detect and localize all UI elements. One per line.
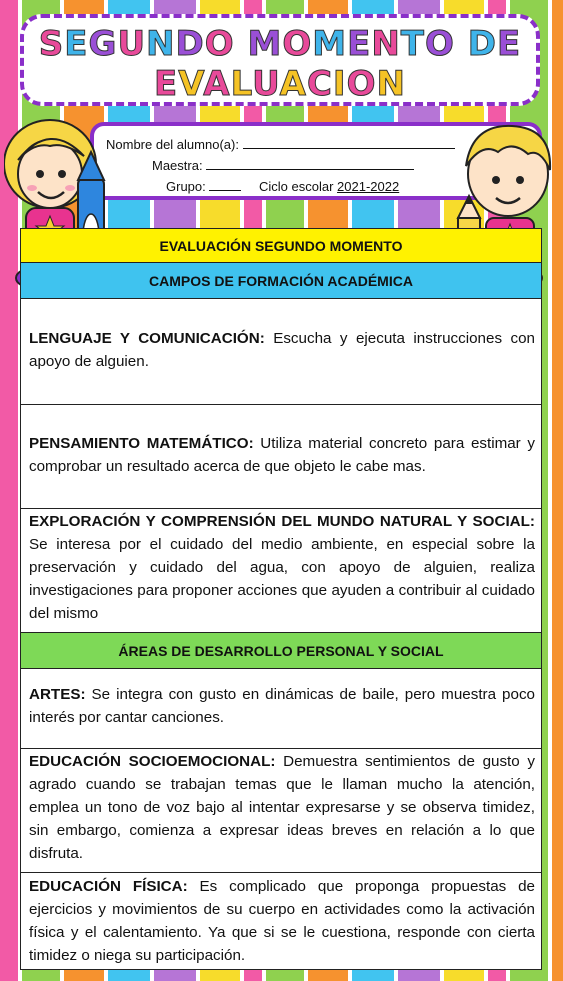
cycle-label: Ciclo escolar [259, 179, 334, 194]
row-exploracion [21, 509, 541, 633]
cycle-value: 2021-2022 [337, 179, 400, 194]
table-main-header: EVALUACIÓN SEGUNDO MOMENTO [21, 229, 541, 263]
group-field-line[interactable] [209, 178, 241, 191]
field-name: EDUCACIÓN SOCIOEMOCIONAL: [29, 753, 276, 770]
field-name: LENGUAJE Y COMUNICACIÓN: [29, 330, 265, 347]
row-lenguaje [21, 299, 541, 405]
evaluation-table [20, 228, 542, 970]
field-description: Se integra con gusto en dinámicas de baile, pero muestra poco interés por cantar canciones. [29, 686, 535, 726]
title-banner [20, 14, 540, 106]
name-label: Nombre del alumno(a): [106, 137, 239, 152]
group-row [166, 178, 399, 194]
title-line-1: SEGUNDO MOMENTO DE [38, 24, 522, 64]
field-name: PENSAMIENTO MATEMÁTICO: [29, 435, 254, 452]
row-pensamiento [21, 405, 541, 509]
field-description: Utiliza material concreto para estimar y comprobar un resultado acerca de que objeto le cabe mas. [29, 435, 535, 475]
row-educacion-fisica [21, 873, 541, 969]
field-name: EXPLORACIÓN Y COMPRENSIÓN DEL MUNDO NATURAL Y SOCIAL: [29, 513, 535, 530]
field-name: ARTES: [29, 686, 86, 703]
teacher-row [152, 157, 414, 173]
name-row [106, 136, 455, 152]
teacher-field-line[interactable] [206, 157, 414, 170]
field-description: Se interesa por el cuidado del medio ambiente, en especial sobre la preservación y cuidado del agua, con apoyo de alguien, realiza investigaciones para proponer acciones que ayuden a contribuir al cuidado del mismo [29, 536, 535, 622]
field-description: Escucha y ejecuta instrucciones con apoyo de alguien. [29, 330, 535, 370]
row-socioemocional [21, 749, 541, 873]
name-field-line[interactable] [243, 136, 455, 149]
field-name: EDUCACIÓN FÍSICA: [29, 878, 188, 895]
field-description: Demuestra sentimientos de gusto y agrado cuando se trabajan temas que le llaman mucho la atención, emplea un tono de voz bajo al intentar expresarse y se observa timidez, sin embargo, comienza a expresar ideas breves en relación a lo que disfruta. [29, 753, 535, 862]
group-label: Grupo: [166, 179, 206, 194]
section-header-academic: CAMPOS DE FORMACIÓN ACADÉMICA [21, 263, 541, 299]
section-header-personal: ÁREAS DE DESARROLLO PERSONAL Y SOCIAL [21, 633, 541, 669]
title-line-2: EVALUACION [154, 64, 406, 104]
row-artes [21, 669, 541, 749]
teacher-label: Maestra: [152, 158, 203, 173]
field-description: Es complicado que proponga propuestas de ejercicios y movimientos de su cuerpo en actividades como la activación física y el calentamiento. Ya que si se le cuestiona, responde con cierta timidez o niega su participación. [29, 878, 536, 964]
